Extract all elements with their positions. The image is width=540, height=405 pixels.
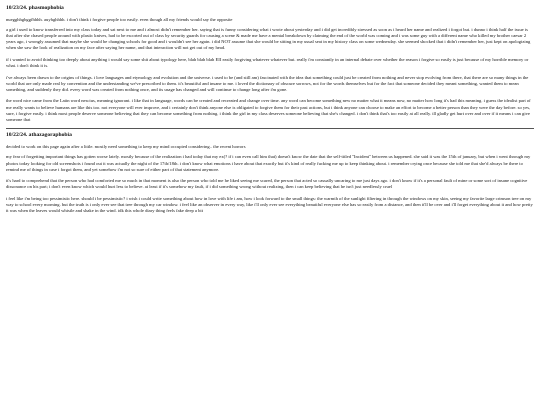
entry-paragraph: i've always been drawn to the origins of things. i love languages and etymology and evolution and the universe. i used to be (and still am) fascinated with the idea that something could just be created from nothing and never stop evolving from there, that there are so many things in the world that are only made real by convention and the understanding we've prescribed to them. it's beautiful and insane to me. i loved the dictionary of obscure sorrows, not for the words themselves but for the fact that someone decided they meant something, wanted them to mean something, and suddenly they did. every word was created from nothing once, and its usage has changed and will continue to change long after i'm gone. [6,74,529,92]
entry-paragraph: decided to work on this page again after a little. mostly need something to keep my mind occupied considering.. the recent horrors [6,144,246,150]
entry-paragraph: my fear of forgetting important things has gotten worse lately. mostly because of the realization i had today that my ex(? if i can even call him that) doesn't know the date that the self-titled "Incident" between us happened. she said it was the 15th of january, but when i went through my photos today looking for old screenshots i found out it was actually the night of the 17th/18th. i don't know what emotions i have about that exactly but it's kind of really fucking me up to keep thinking about. i remember crying once because she told me that she'd always be there to remind me of things in case i forgot them, and yet somehow i'm not so sure of either part of that statement anymore. [6,154,531,172]
entry-title: 10/22/24. athazagoraphobia [6,132,72,139]
entry-paragraph: i feel like i'm being too pessimistic here. should i be pessimistic? i wish i could write something about how in love with life i am, how i look forward to the small things: the warmth of the sunlight filtering in through the windows on my skin, seeing my favorite large crimson tree on my way to school every morning. but the truth is i only ever see that tree through my car window. i feel like an observer in every way, like i'll only ever see everything beautiful everyone else has so easily from a distance, and then it'll be over and i'll forget everything about it and how pretty it was when the leaves would whistle and shake in the wind. idk this whole diary thing feels fake deep a bit [6,195,533,214]
diary-entry [6,132,534,214]
entry-paragraph: the word nice came from the Latin word nescius, meaning ignorant. i like that in language, words can be created and recreated and change over time. any word can become something new no matter what it means now, no matter how long it's had this meaning. i guess the idealist part of me really wants to believe humans are like this too. not everyone will ever improve, and i certainly don't think anyone else is obligated to forgive them for their past actions, but i think anyone can choose to make an effort to become a better person than they were the day before. so yes, sure, i forgive easily. i think most people deserve someone believing that they can become something from nothing. i think the girl in my class deserves someone believing that she's changed. i don't think that's too easily at all really. ill gladly get hurt over and over if it means i can give someone that [6,98,531,122]
entry-paragraph: if i wanted to avoid thinking too deeply about anything i would say some shit about typology here, blah blah blah EII easily forgiving whatever whatever but. really i'm constantly in an internal debate over whether the reason i forgive so easily is just because of my horrible memory or what. i don't think it is. [6,56,529,69]
entry-paragraph: a girl i used to know transferred into my class today and sat next to me and i almost didn't remember her. saying that is funny considering what i wrote about yesterday and i did get incredibly stressed as soon as i heard her name and realized i forgot but. i dunno i think half the issue is that after she chased people around with plastic knives, had to be escorted out of class by security guards for causing a scene & made me have a mental breakdown by claiming the end of the world was coming and i was some guy with a different name who killed my brother caesar 2 years ago, i wrongly assumed that maybe she would be changing schools for good and i wouldn't see her again. i did NOT assume that she would be sitting in my usual seat in my history class on some wednesday. she seemed shocked that i didn't remember her, just kept on apologizing when she saw the look of realization on my face after saying her name, and that interaction will not get out of my head. [6,27,531,51]
entry-paragraph: nuegghhgbggfhhhh. auyhghhhh. i don't think i forgive people too easily. even though all my friends would say the opposite [6,17,233,22]
diary-entry [6,5,534,123]
entry-divider [6,128,534,129]
entry-paragraph: it's hard to comprehend that the person who had comforted me so much in that moment is also the person who told me he liked seeing me scared, the person that acted so casually uncaring to me just days ago. i don't know if it's a personal fault of mine or some sort of insane cognitive dissonance on his part; i don't even know which would hurt less to believe. at least if it's somehow my fault, if i did something wrong without realizing, then i can keep believing that he isn't just needlessly cruel [6,178,528,190]
entry-title: 10/23/24. phasmophobia [6,5,64,11]
